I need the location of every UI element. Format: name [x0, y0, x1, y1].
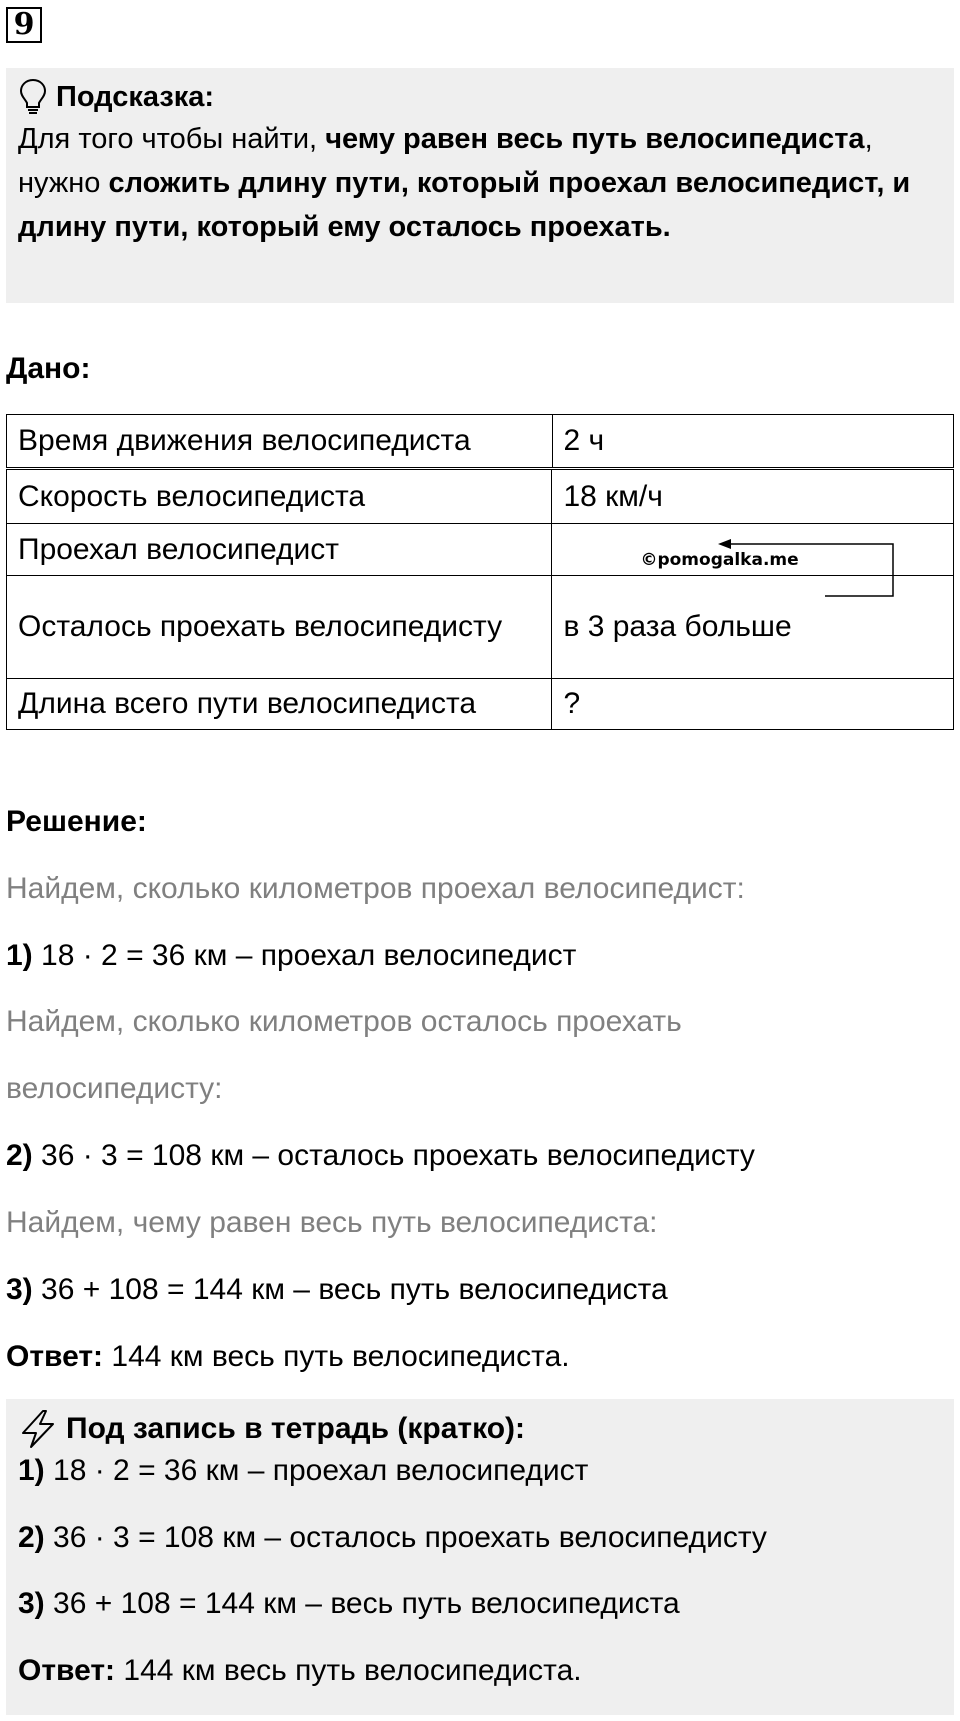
hint-bold-part: сложить длину пути, который проехал велосипедист, и длину пути, который ему осталось проехать. — [18, 167, 911, 243]
table-value: ? — [552, 679, 954, 730]
step-text: 36 · 3 = 108 км – осталось проехать велосипедисту — [44, 1521, 767, 1554]
step-number: 1) — [18, 1454, 45, 1487]
step-text: 36 · 3 = 108 км – осталось проехать велосипедисту — [32, 1139, 755, 1172]
notebook-answer — [18, 1654, 582, 1688]
notebook-step — [18, 1521, 767, 1555]
table-value: 2 ч — [552, 415, 953, 468]
table-label: Длина всего пути велосипедиста — [7, 679, 552, 730]
step-text: 18 · 2 = 36 км – проехал велосипедист — [32, 939, 577, 972]
table-value: 18 км/ч — [552, 470, 954, 524]
step-number: 2) — [18, 1521, 45, 1554]
table-label: Проехал велосипедист — [7, 524, 552, 576]
answer-text: 144 км весь путь велосипедиста. — [103, 1340, 570, 1373]
table-label: Время движения велосипедиста — [7, 415, 553, 468]
step-number: 3) — [18, 1587, 45, 1620]
answer-label: Ответ: — [6, 1340, 104, 1373]
solution-comment: Найдем, сколько километров проехал велосипедист: — [6, 872, 745, 905]
lightning-icon — [18, 1409, 58, 1449]
notebook-header — [18, 1409, 525, 1449]
given-title: Дано: — [6, 352, 91, 385]
step-text: 36 + 108 = 144 км – весь путь велосипедиста — [32, 1273, 668, 1306]
solution-step — [6, 1139, 755, 1173]
step-number: 3) — [6, 1273, 33, 1306]
step-text: 18 · 2 = 36 км – проехал велосипедист — [44, 1454, 589, 1487]
hint-bold-part: чему равен весь путь велосипедиста — [325, 123, 865, 155]
hint-text-part: Для того чтобы найти, — [18, 123, 326, 155]
solution-comment: Найдем, сколько километров осталось проехать — [6, 1005, 682, 1038]
solution-comment: велосипедисту: — [6, 1072, 223, 1105]
step-text: 36 + 108 = 144 км – весь путь велосипедиста — [44, 1587, 680, 1620]
watermark: ©pomogalka.me — [640, 550, 799, 570]
table-value: в 3 раза больше — [552, 576, 954, 679]
answer-text: 144 км весь путь велосипедиста. — [115, 1654, 582, 1687]
solution-step — [6, 939, 576, 973]
step-number: 2) — [6, 1139, 33, 1172]
answer-label: Ответ: — [18, 1654, 116, 1687]
solution-comment: Найдем, чему равен весь путь велосипедиста: — [6, 1206, 658, 1239]
notebook-title: Под запись в тетрадь (кратко): — [66, 1412, 526, 1445]
hint-text-part: , нужно — [18, 123, 873, 199]
solution-title: Решение: — [6, 805, 147, 838]
notebook-step — [18, 1587, 680, 1621]
notebook-box — [6, 1399, 954, 1715]
table-label: Осталось проехать велосипедисту — [7, 576, 552, 679]
task-number-badge: 9 — [6, 7, 42, 43]
solution-answer — [6, 1340, 570, 1374]
step-number: 1) — [6, 939, 33, 972]
solution-step — [6, 1273, 668, 1307]
table-label: Скорость велосипедиста — [7, 470, 552, 524]
notebook-step — [18, 1454, 588, 1488]
hint-title: Подсказка: — [56, 80, 215, 113]
